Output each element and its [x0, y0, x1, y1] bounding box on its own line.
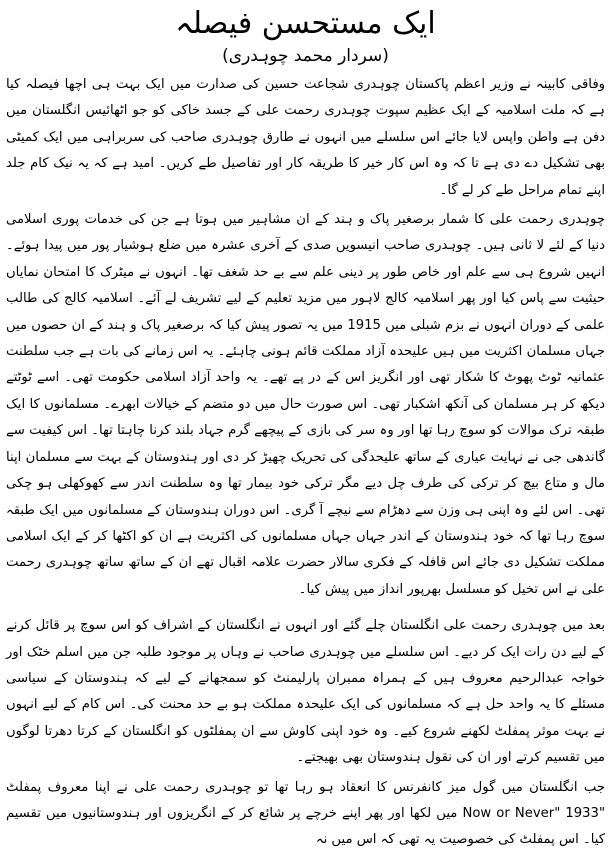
paragraph-2: چوہدری رحمت علی کا شمار برصغیر پاک و ہند کے ان مشاہیر میں ہوتا ہے جن کی خدمات پوری اسلامی دنیا کے لئے لا ثانی ہیں۔ چوہدری صاحب انیسویں صدی کے آخری عشرہ میں ضلع ہوشیار پور میں پیدا ہوئے۔ انہیں شروع ہی سے علم اور خاص طور پر دینی علم سے بے حد شغف تھا۔ انہوں نے میٹرک کا امتحان نمایاں حیثیت سے پاس کیا اور پھر اسلامیہ کالج لاہور میں مزید تعلیم کے لیے تشریف لے آئے۔ اسلامیہ کالج کی طالب علمی کے دوران انہوں نے بزم شبلی میں 1915 میں یہ تصور پیش کیا کہ برصغیر پاک و ہند کے ان حصوں میں جہاں مسلمان اکثریت میں ہیں علیحدہ آزاد مملکت قائم ہونی چاہئے۔ یہ اس زمانے کی بات ہے جب سلطنت عثمانیہ ٹوٹ پھوٹ کا شکار تھی اور انگریز اس کے در پے تھے۔ یہ واحد آزاد اسلامی حکومت تھی۔ اسے ٹوٹتے دیکھ کر ہر مسلمان کی آنکھ اشکبار تھی۔ اس صورت حال میں دو متضم کے خیالات ابھرے۔ مسلمانوں کا ایک طبقہ ترک موالات کو سوچ رہا تھا اور وہ سر کی بازی کے پیچھے گرم جہاد بلند کرنا چاہتا تھا۔ اس کیفیت سے گاندھی جی نے نہایت عیاری کے ساتھ علیحدگی کی تحریک چھیڑ کر دی اور ہندوستان کے بہت سے مسلمان اپنا مال و متاع بیچ کر ترکی کی طرف چل دیے مگر ترکی خود بیمار تھا وہ سلطنت اندر سے کھوکھلی ہو چکی تھی۔ اس لئے وہ اپنی ہی وزن سے دھڑام سے نیچے آ گری۔ اس دوران ہندوستان کے مسلمانوں میں ایک طبقہ سوچ رہا تھا کہ خود ہندوستان کے اندر جہاں جہاں مسلمانوں کی اکثریت ہے ان کو اکٹھا کر کے ایک اسلامی مملکت تشکیل دی جائے اس قافلہ کے فکری سالار حضرت علامہ اقبال تھے ان کے ساتھ ساتھ چوہدری رحمت علی نے اس تخیل کو مسلسل بھرپور انداز میں پیش کیا۔ — [6, 212, 605, 597]
paragraph-4: جب انگلستان میں گول میز کانفرنس کا انعقاد ہو رہا تھا تو چوہدری رحمت علی نے اپنا معروف پمفلٹ "Now or Never" 1933 میں لکھا اور پھر اپنے خرچے پر شائع کر کے انگریزوں اور ہندوستانیوں میں تقسیم کیا۔ اس پمفلٹ کی خصوصیت یہ تھی کہ اس میں نہ — [6, 779, 606, 848]
article-byline: (سردار محمد چوہدری) — [222, 46, 389, 66]
article-title: ایک مستحسن فیصلہ — [175, 6, 436, 41]
paragraph-3: بعد میں چوہدری رحمت علی انگلستان چلے گئے اور انہوں نے انگلستان کے اشراف کو اس سوچ پر قائل کرنے کے لیے دن رات ایک کر دیے۔ اس سلسلے میں چوہدری صاحب نے وہاں پر موجود طلبہ جن میں اسلم خٹک اور خواجہ عبدالرحیم معروف ہیں کے ہمراہ ممبران پارلیمنٹ کو سمجھانے کے لیے کہ ہندوستان کے سیاسی مسئلے کا یہ واحد حل ہے کہ مسلمانوں کی ایک علیحدہ مملکت ہو بے حد محنت کی۔ اس کام کے لیے انہوں نے بہت موثر پمفلٹ لکھنے شروع کیے۔ وہ خود اپنی کاوش سے ان پمفلٹوں کو انگلستان کے کرتا دھرتا لوگوں میں تقسیم کرتے اور ان کی نقول ہندوستان بھی بھیجتے۔ — [6, 618, 605, 766]
paragraph-1: وفاقی کابینہ نے وزیر اعظم پاکستان چوہدری شجاعت حسین کی صدارت میں ایک بہت ہی اچھا فیصلہ کیا ہے کہ ملت اسلامیہ کے ایک عظیم سپوت چوہدری رحمت علی کے جسد خاکی کو جو اٹھائیس انگلستان میں دفن ہے واطن واپس لایا جائے اس سلسلے میں انہوں نے طارق چوہدری صاحب کی سربراہی میں ایک کمیٹی بھی تشکیل دے دی ہے تا کہ وہ اس کار خیر کا طریقہ کار اور تفاصیل طے کریں۔ امید ہے کہ یہ نیک کام جلد اپنے تمام مراحل طے کر لے گا۔ — [6, 77, 605, 198]
